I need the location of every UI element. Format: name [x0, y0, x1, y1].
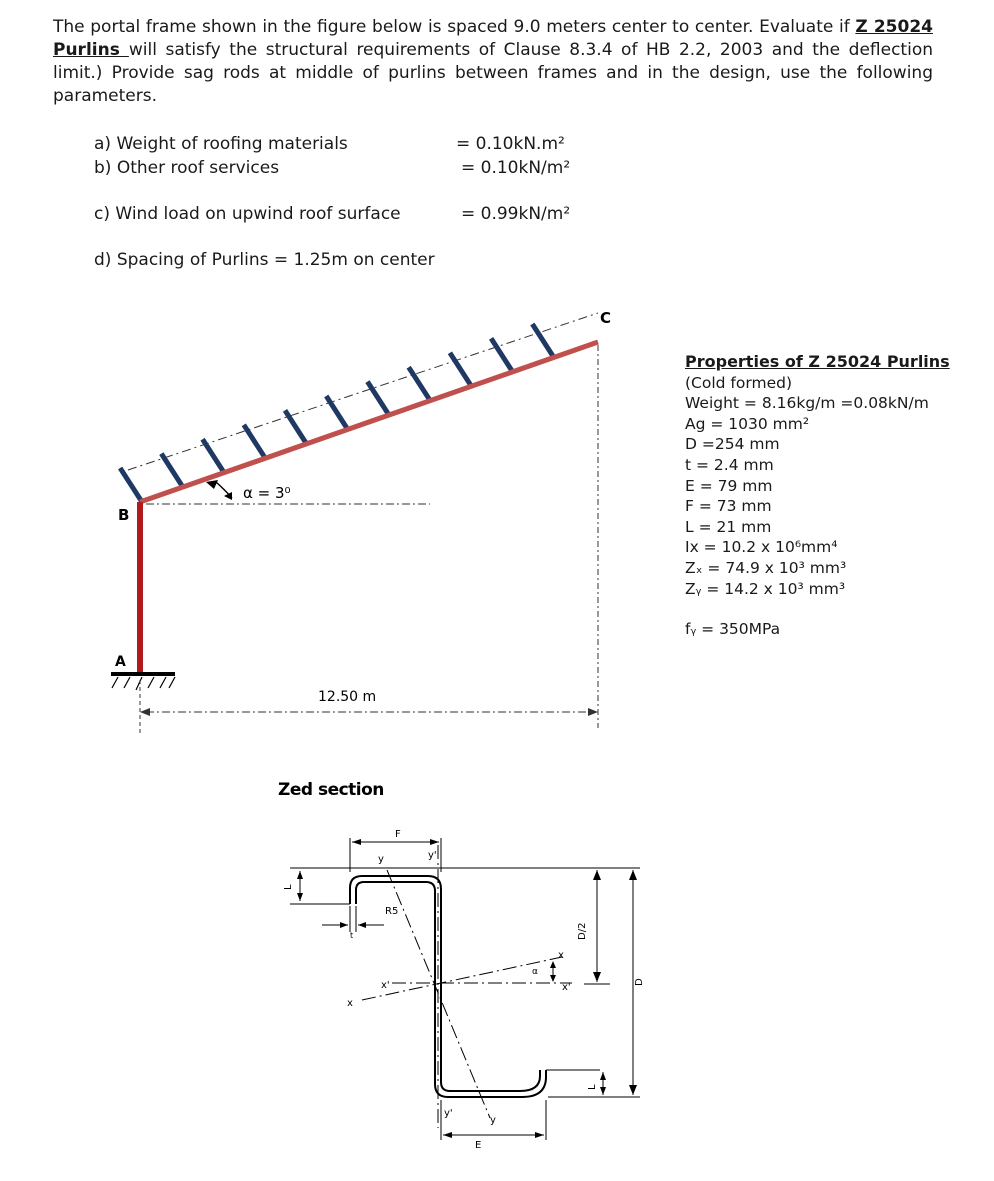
e-arrow-left	[443, 1132, 452, 1138]
param-b-value: = 0.10kN/m²	[461, 158, 571, 178]
d-half-arrow-top	[593, 870, 601, 880]
d-half-arrow-bottom	[593, 972, 601, 982]
property-line: L = 21 mm	[685, 517, 772, 536]
alpha-label: α	[532, 967, 538, 977]
t-arrow-left	[340, 922, 348, 928]
l-top-arrow-up	[297, 871, 303, 879]
l-bottom-arrow-up	[600, 1072, 606, 1080]
property-line: E = 79 mm	[685, 476, 773, 495]
x-axis	[362, 957, 562, 1000]
param-b-label: b) Other roof services	[94, 158, 280, 178]
property-line: D =254 mm	[685, 435, 780, 454]
y-bottom-label: y	[490, 1115, 496, 1126]
alpha-arrow-bottom	[550, 975, 556, 982]
angle-label: α = 3⁰	[243, 484, 291, 502]
point-c-label: C	[600, 309, 612, 327]
property-line: (Cold formed)	[685, 373, 792, 392]
property-line: Zₓ = 74.9 x 10³ mm³	[685, 558, 847, 577]
e-label: E	[475, 1140, 482, 1151]
d-arrow-bottom	[629, 1085, 637, 1095]
d-half-label: D/2	[577, 922, 588, 940]
point-a-label: A	[115, 654, 126, 670]
point-b-label: B	[118, 506, 130, 524]
property-line: Weight = 8.16kg/m =0.08kN/m	[685, 394, 929, 413]
radius-label: R5	[385, 906, 399, 917]
yield-strength: fᵧ = 350MPa	[685, 620, 781, 639]
f-arrow-left	[352, 839, 361, 845]
y-prime-top-label: y'	[428, 850, 437, 861]
purlin-designation: Z 25024 Purlins	[53, 17, 933, 60]
d-arrow-top	[629, 870, 637, 880]
span-label: 12.50 m	[318, 689, 377, 705]
property-line: Zᵧ = 14.2 x 10³ mm³	[685, 579, 846, 598]
f-label: F	[395, 829, 401, 840]
t-label: t	[350, 931, 354, 940]
l-top-arrow-down	[297, 893, 303, 901]
property-line: t = 2.4 mm	[685, 455, 774, 474]
alpha-arrow-top	[550, 961, 556, 968]
param-a-label: a) Weight of roofing materials	[94, 134, 348, 154]
l-bottom-arrow-down	[600, 1087, 606, 1095]
x-prime-right-label: x'	[562, 982, 571, 993]
zed-section-title: Zed section	[278, 780, 384, 800]
intro-text-before: The portal frame shown in the figure below is spaced 9.0 meters center to center. Evaluate if	[53, 17, 856, 37]
x-left-label: x	[347, 998, 353, 1009]
f-arrow-right	[430, 839, 439, 845]
d-label: D	[634, 978, 645, 986]
param-a-value: = 0.10kN.m²	[456, 134, 565, 154]
l-top-label: L	[283, 884, 294, 890]
property-line: Ix = 10.2 x 10⁶mm⁴	[685, 538, 838, 557]
property-line: Ag = 1030 mm²	[685, 414, 810, 433]
intro-text-after: will satisfy the structural requirements of Clause 8.3.4 of HB 2.2, 2003 and the deflection limit.) Provide sag rods at middle of purlins between frames and in the design, use the following parameters.	[53, 40, 933, 106]
param-d-label: d) Spacing of Purlins = 1.25m on center	[94, 250, 435, 270]
properties-title: Properties of Z 25024 Purlins	[685, 352, 950, 371]
property-line: F = 73 mm	[685, 497, 772, 516]
y-top-label: y	[378, 854, 384, 865]
y-prime-bottom-label: y'	[444, 1108, 453, 1119]
t-arrow-right	[358, 922, 366, 928]
param-c-label: c) Wind load on upwind roof surface	[94, 204, 401, 224]
x-prime-left-label: x'	[381, 980, 390, 991]
param-c-value: = 0.99kN/m²	[461, 204, 571, 224]
x-right-label: x	[558, 950, 564, 961]
e-arrow-right	[535, 1132, 544, 1138]
l-bottom-label: L	[587, 1084, 598, 1090]
